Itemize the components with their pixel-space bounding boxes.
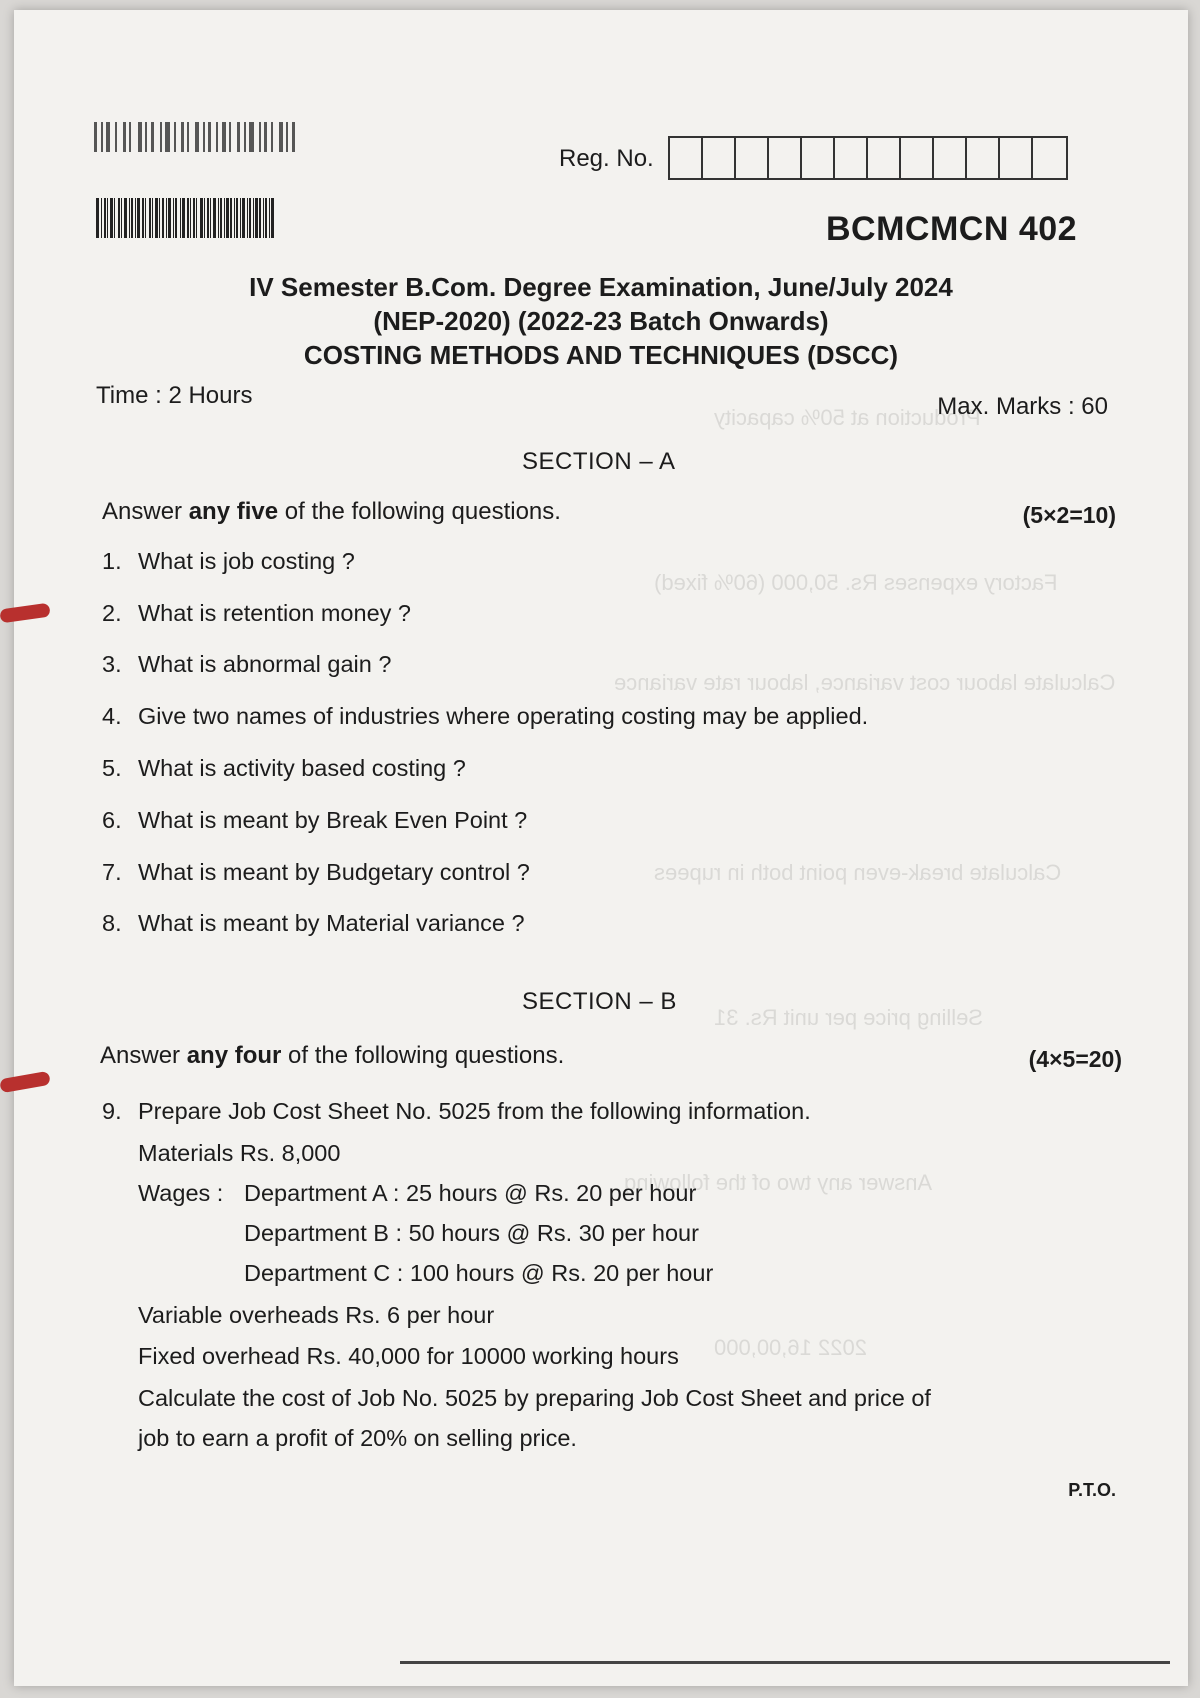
question-number: 4. [102,703,122,729]
question-number: 8. [102,910,122,936]
instruction-emphasis: any five [188,498,279,525]
bleed-through-text: 2022 16,00,000 [714,1335,867,1360]
q9-fixed-overhead: Fixed overhead Rs. 40,000 for 10000 working hours [138,1343,679,1369]
bleed-through-text: Calculate break-even point both in rupees [654,860,1062,885]
reg-no-digit-box [769,138,802,178]
reg-no-digit-box [1000,138,1033,178]
question-text: What is meant by Material variance ? [138,910,525,936]
instruction-text: of the following questions. [278,498,561,525]
reg-no-digit-box [736,138,769,178]
q9-wages-label: Wages : [138,1180,224,1206]
section-b-heading: SECTION – B [522,988,677,1015]
q9-wages-dept-c: Department C : 100 hours @ Rs. 20 per hour [244,1260,714,1286]
exam-sheet [14,10,1188,1686]
bottom-edge-line [400,1661,1170,1664]
q9-wages-dept-a: Department A : 25 hours @ Rs. 20 per hour [244,1180,697,1206]
question [102,651,391,678]
exam-title: IV Semester B.Com. Degree Examination, June/July 2024 [249,272,953,302]
section-b-instruction [100,1042,564,1070]
reg-no-digit-box [670,138,703,178]
reg-no-digit-box [967,138,1000,178]
q9-task-line-2: job to earn a profit of 20% on selling price. [138,1425,577,1451]
question [102,859,530,886]
section-b-marks: (4×5=20) [1028,1046,1122,1072]
section-a-heading: SECTION – A [522,448,676,475]
question-text: Give two names of industries where operating costing may be applied. [138,703,869,729]
question-number: 3. [102,651,122,677]
instruction-text: of the following questions. [281,1042,565,1069]
question-text: What is meant by Budgetary control ? [138,859,530,885]
reg-no-digit-box [835,138,868,178]
section-a-marks: (5×2=10) [1022,502,1116,528]
q9-task-line-1: Calculate the cost of Job No. 5025 by preparing Job Cost Sheet and price of [138,1385,931,1411]
question [102,548,355,575]
section-a-instruction [102,498,561,526]
reg-no-digit-box [802,138,835,178]
question-number: 9. [102,1098,122,1124]
bleed-through-text: Answer any two of the following [624,1170,933,1195]
bleed-through-text: Production at 50% capacity [714,405,981,430]
exam-max-marks: Max. Marks : 60 [937,393,1108,420]
instruction-emphasis: any four [186,1042,282,1069]
pto-label: P.T.O. [1068,1480,1116,1500]
q9-variable-overheads: Variable overheads Rs. 6 per hour [138,1302,495,1328]
bleed-through-text: Selling price per unit Rs. 31 [714,1005,984,1030]
question-text: What is activity based costing ? [138,755,466,781]
paper-barcode [96,198,386,238]
question-number: 2. [102,600,122,626]
reg-no-digit-box [868,138,901,178]
question-number: 6. [102,807,122,833]
question-text: Prepare Job Cost Sheet No. 5025 from the following information. [138,1098,811,1124]
question-text: What is meant by Break Even Point ? [138,807,528,833]
q9-materials: Materials Rs. 8,000 [138,1140,341,1166]
exam-time: Time : 2 Hours [96,382,253,409]
question [102,807,527,834]
reg-no-digit-box [934,138,967,178]
reg-no-label: Reg. No. [559,145,654,172]
q9-wages-dept-b: Department B : 50 hours @ Rs. 30 per hour [244,1220,699,1246]
question-number: 7. [102,859,122,885]
question [102,910,525,937]
reg-no-digit-box [1033,138,1066,178]
question-9-intro [102,1098,811,1125]
instruction-text: Answer [100,1042,187,1069]
question-number: 5. [102,755,122,781]
bleed-through-text: Calculate labour cost variance, labour rate variance [614,670,1116,695]
question-text: What is retention money ? [138,600,411,626]
question-number: 1. [102,548,122,574]
question [102,703,868,730]
instruction-text: Answer [102,498,189,525]
serial-barcode [94,122,374,152]
paper-code: BCMCMCN 402 [826,210,1078,248]
reg-no-digit-box [901,138,934,178]
reg-no-digit-box [703,138,736,178]
reg-no-boxes [668,136,1068,180]
question-text: What is job costing ? [138,548,355,574]
exam-subject: COSTING METHODS AND TECHNIQUES (DSCC) [303,340,899,370]
question [102,755,466,782]
question-text: What is abnormal gain ? [138,651,392,677]
bleed-through-text: Factory expenses Rs. 50,000 (60% fixed) [654,570,1058,595]
question [102,600,411,627]
exam-batch: (NEP-2020) (2022-23 Batch Onwards) [373,306,829,336]
